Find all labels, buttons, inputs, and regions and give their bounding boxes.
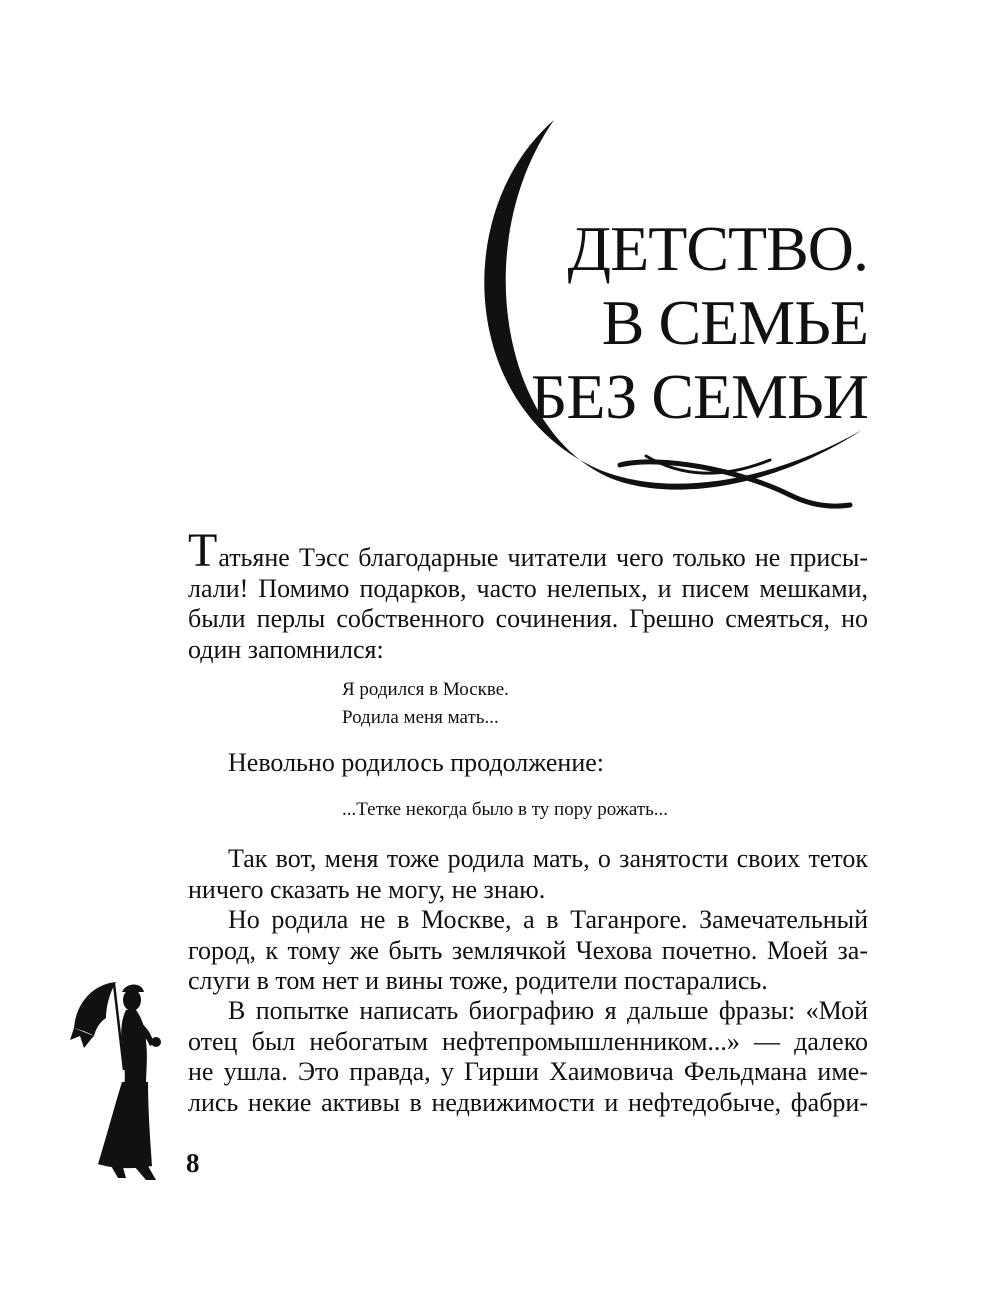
chapter-title-line: БЕЗ СЕМЬИ (530, 361, 868, 432)
text-line-content: атьяне Тэсс благодарные читатели чего только не присы- (218, 543, 868, 572)
text-line: отец был небогатым нефтепромышленником...» — далеко (188, 1026, 868, 1056)
text-line: лись некие активы в недвижимости и нефтедобыче, фабри- (188, 1087, 868, 1117)
body-paragraph (188, 844, 868, 905)
verse-line: Родила меня мать... (342, 707, 499, 728)
verse-line: Я родился в Москве. (342, 679, 509, 700)
text-line: Невольно родилось продолжение: (228, 748, 605, 777)
text-line: город, к тому же быть землячкой Чехова почетно. Моей за- (188, 935, 868, 965)
body-paragraph (188, 996, 868, 1118)
drop-cap: Т (188, 524, 218, 577)
text-line: были перлы собственного сочинения. Грешно смеяться, но (188, 604, 868, 633)
body-paragraph (188, 905, 868, 997)
verse-line: ...Тетке некогда было в ту пору рожать... (342, 799, 669, 820)
text-line (188, 524, 868, 577)
intro-paragraph (188, 524, 868, 665)
verse-quote (342, 796, 668, 824)
text-line: лали! Помимо подарков, часто нелепых, и писем мешками, (188, 573, 868, 603)
text-line: Так вот, меня тоже родила мать, о занятости своих теток (228, 844, 868, 873)
woman-with-parasol-silhouette-icon (70, 978, 170, 1183)
text-line: Но родила не в Москве, а в Таганроге. Замечательный (228, 905, 868, 934)
text-line: один запомнился: (188, 634, 384, 664)
continuation-paragraph (188, 748, 868, 779)
text-line: ничего сказать не могу, не знаю. (188, 874, 546, 904)
chapter-title-line: ДЕТСТВО. (567, 213, 868, 284)
verse-quote (342, 676, 509, 732)
chapter-title-line: В СЕМЬЕ (601, 287, 868, 358)
text-line: В попытке написать биографию я дальше фразы: «Мой (228, 996, 868, 1025)
text-line: слуги в том нет и вины тоже, родители постарались. (188, 966, 768, 995)
page-number: 8 (186, 1148, 200, 1178)
text-line: не ушла. Это правда, у Гирши Хаимовича Фельдмана име- (188, 1057, 868, 1086)
chapter-title (531, 212, 868, 434)
